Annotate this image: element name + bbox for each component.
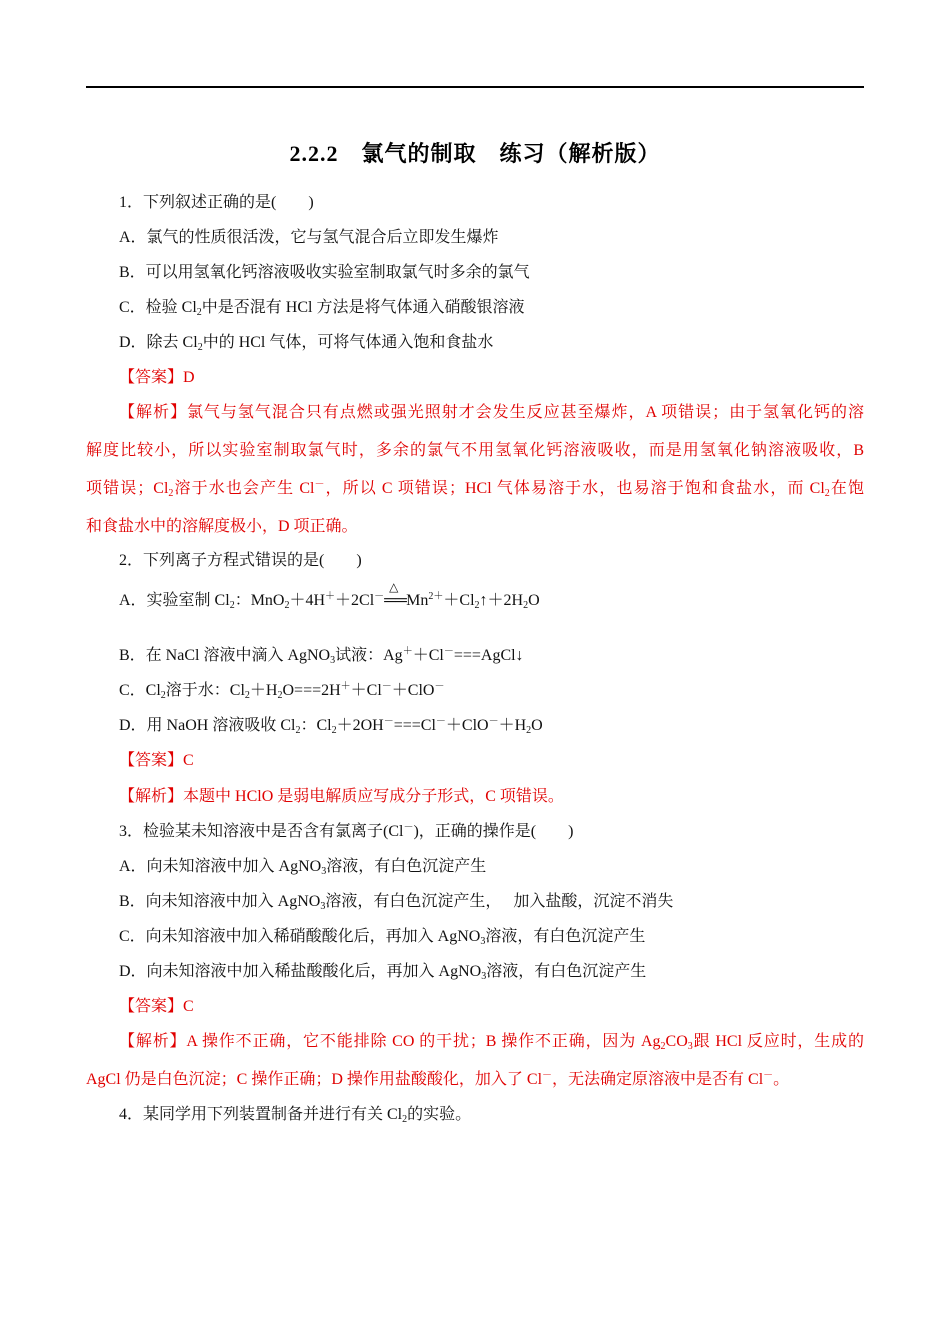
page-title: 2.2.2 氯气的制取 练习（解析版）: [289, 141, 661, 166]
q2-answer: 【答案】C: [119, 752, 194, 769]
q1-stem: 1．下列叙述正确的是( ): [119, 194, 314, 211]
q1-option-d: D．除去 $Cl_2$中的 HCl 气体，可将气体通入饱和食盐水: [119, 334, 494, 353]
q1-answer: 【答案】D: [119, 369, 195, 386]
q1-exp-line-2: 解度比较小，所以实验室制取氯气时，多余的氯气不用氢氧化钙溶液吸收，而是用氢氧化钠溶液吸收，B: [86, 442, 864, 459]
header-rule: [86, 86, 864, 88]
q2-option-b: B．在 NaCl 溶液中滴入 AgNO$_3$试液：Ag＋＋Cl－===AgCl↓: [119, 646, 524, 666]
q1-exp-line-3: 项错误；$Cl_2$溶于水也会产生 Cl－，所以 C 项错误；HCl 气体易溶于水，也易溶于饱和食盐水，而 $Cl_2$在饱: [86, 479, 864, 499]
q1-exp-line-4: 和食盐水中的溶解度极小，D 项正确。: [86, 518, 358, 535]
q3-answer: 【答案】C: [119, 998, 194, 1015]
heat-arrow: △ ══: [384, 590, 406, 612]
q1-option-c: C．检验 $Cl_2$中是否混有 HCl 方法是将气体通入硝酸银溶液: [119, 299, 525, 318]
q2-explanation: 【解析】本题中 HClO 是弱电解质应写成分子形式，C 项错误。: [119, 788, 564, 805]
q3-exp-line-2: AgCl 仍是白色沉淀；C 操作正确；D 操作用盐酸酸化，加入了 Cl－，无法确定原溶液中是否有 Cl－。: [86, 1070, 790, 1088]
q3-option-c: C．向未知溶液中加入稀硝酸酸化后，再加入 AgNO$_3$溶液，有白色沉淀产生: [119, 928, 646, 947]
q1-explanation: [86, 402, 864, 538]
q4-stem: 4．某同学用下列装置制备并进行有关 $Cl_2$的实验。: [119, 1106, 472, 1125]
q3-explanation: [86, 1031, 864, 1091]
heat-triangle-icon: △: [389, 580, 399, 594]
q1-exp-line-1: 【解析】氯气与氢气混合只有点燃或强光照射才会发生反应甚至爆炸，A 项错误；由于氢氧化钙的溶: [119, 404, 864, 421]
q3-option-a: A．向未知溶液中加入 AgNO$_3$溶液，有白色沉淀产生: [119, 858, 487, 877]
q3-stem: 3．检验某未知溶液中是否含有氯离子(Cl－)，正确的操作是( ): [119, 822, 574, 840]
q2-option-c: C．$Cl_2$溶于水：$Cl_2+H_2O===2H^++Cl^-+ClO^-$: [119, 681, 445, 701]
q2-option-d: D．用 NaOH 溶液吸收 $Cl_2$：$Cl_2+2OH^-===Cl^-+ClO^-+H_2O$: [119, 716, 543, 736]
q2-option-a: A．实验室制 $Cl_2$：MnO$_2$＋4H＋＋2Cl－ △ $══Mn^{2+}+Cl_2↑+2H_2O$: [119, 590, 540, 612]
q3-exp-line-1: 【解析】A 操作不正确，它不能排除 CO 的干扰；B 操作不正确，因为 $Ag_2CO_3$跟 HCl 反应时，生成的: [119, 1033, 864, 1052]
q1-option-b: B．可以用氢氧化钙溶液吸收实验室制取氯气时多余的氯气: [119, 264, 530, 281]
q3-option-b: B．向未知溶液中加入 AgNO$_3$溶液，有白色沉淀产生， 加入盐酸，沉淀不消失: [119, 893, 674, 912]
q2-stem: 2．下列离子方程式错误的是( ): [119, 552, 362, 569]
q1-option-a: A．氯气的性质很活泼，它与氢气混合后立即发生爆炸: [119, 229, 499, 246]
q3-option-d: D．向未知溶液中加入稀盐酸酸化后，再加入 AgNO$_3$溶液，有白色沉淀产生: [119, 963, 647, 982]
